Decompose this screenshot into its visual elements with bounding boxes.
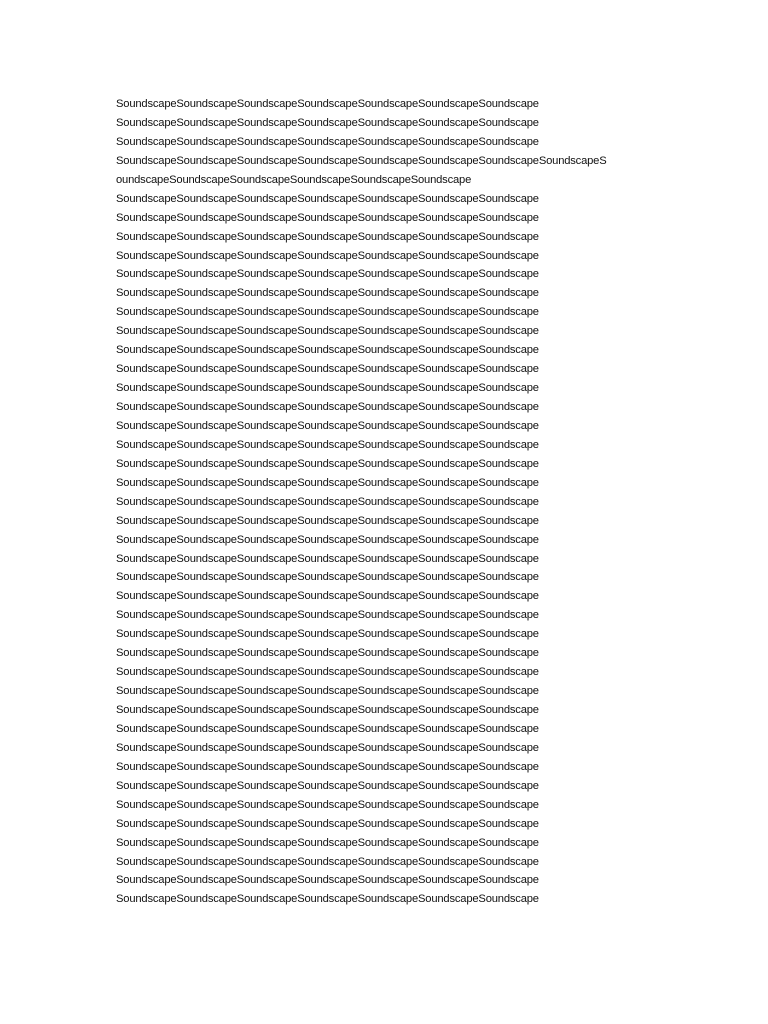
- text-line: SoundscapeSoundscapeSoundscapeSoundscapeSoundscapeSoundscapeSoundscape: [116, 116, 539, 129]
- text-line: oundscapeSoundscapeSoundscapeSoundscapeSoundscapeSoundscape: [116, 173, 472, 186]
- text-line: SoundscapeSoundscapeSoundscapeSoundscapeSoundscapeSoundscapeSoundscape: [116, 741, 539, 754]
- text-line: SoundscapeSoundscapeSoundscapeSoundscapeSoundscapeSoundscapeSoundscape: [116, 249, 539, 262]
- text-line: SoundscapeSoundscapeSoundscapeSoundscapeSoundscapeSoundscapeSoundscape: [116, 325, 539, 338]
- text-line: SoundscapeSoundscapeSoundscapeSoundscapeSoundscapeSoundscapeSoundscape: [116, 419, 539, 432]
- text-line: SoundscapeSoundscapeSoundscapeSoundscapeSoundscapeSoundscapeSoundscape: [116, 704, 539, 716]
- text-line: SoundscapeSoundscapeSoundscapeSoundscapeSoundscapeSoundscapeSoundscape: [116, 779, 539, 792]
- text-line: SoundscapeSoundscapeSoundscapeSoundscapeSoundscapeSoundscapeSoundscape: [116, 306, 539, 319]
- text-line: SoundscapeSoundscapeSoundscapeSoundscapeSoundscapeSoundscapeSoundscape: [116, 268, 539, 281]
- text-line: SoundscapeSoundscapeSoundscapeSoundscapeSoundscapeSoundscapeSoundscape: [116, 836, 539, 849]
- text-line: SoundscapeSoundscapeSoundscapeSoundscapeSoundscapeSoundscapeSoundscape: [116, 571, 539, 584]
- text-line: SoundscapeSoundscapeSoundscapeSoundscapeSoundscapeSoundscapeSoundscape: [116, 817, 539, 830]
- text-line: SoundscapeSoundscapeSoundscapeSoundscapeSoundscapeSoundscapeSoundscape: [116, 760, 539, 773]
- text-line: SoundscapeSoundscapeSoundscapeSoundscapeSoundscapeSoundscapeSoundscape: [116, 457, 539, 470]
- text-line: SoundscapeSoundscapeSoundscapeSoundscapeSoundscapeSoundscapeSoundscape: [116, 609, 539, 622]
- text-line: SoundscapeSoundscapeSoundscapeSoundscapeSoundscapeSoundscapeSoundscape: [116, 590, 539, 603]
- text-line: SoundscapeSoundscapeSoundscapeSoundscapeSoundscapeSoundscapeSoundscape: [116, 893, 539, 906]
- text-line: SoundscapeSoundscapeSoundscapeSoundscapeSoundscapeSoundscapeSoundscape: [116, 874, 539, 887]
- text-line: SoundscapeSoundscapeSoundscapeSoundscapeSoundscapeSoundscapeSoundscape: [116, 798, 539, 811]
- text-line: SoundscapeSoundscapeSoundscapeSoundscapeSoundscapeSoundscapeSoundscape: [116, 287, 539, 300]
- body-text: [116, 95, 676, 909]
- text-line: SoundscapeSoundscapeSoundscapeSoundscapeSoundscapeSoundscapeSoundscape: [116, 552, 539, 565]
- text-line: SoundscapeSoundscapeSoundscapeSoundscapeSoundscapeSoundscapeSoundscape: [116, 230, 539, 243]
- text-line: SoundscapeSoundscapeSoundscapeSoundscapeSoundscapeSoundscapeSoundscapeSoundscapeS: [116, 154, 607, 167]
- text-line: SoundscapeSoundscapeSoundscapeSoundscapeSoundscapeSoundscapeSoundscape: [116, 685, 539, 698]
- text-line: SoundscapeSoundscapeSoundscapeSoundscapeSoundscapeSoundscapeSoundscape: [116, 476, 539, 489]
- text-line: SoundscapeSoundscapeSoundscapeSoundscapeSoundscapeSoundscapeSoundscape: [116, 855, 539, 868]
- text-line: SoundscapeSoundscapeSoundscapeSoundscapeSoundscapeSoundscapeSoundscape: [116, 666, 539, 679]
- text-line: SoundscapeSoundscapeSoundscapeSoundscapeSoundscapeSoundscapeSoundscape: [116, 438, 539, 451]
- text-line: SoundscapeSoundscapeSoundscapeSoundscapeSoundscapeSoundscapeSoundscape: [116, 135, 539, 148]
- text-line: SoundscapeSoundscapeSoundscapeSoundscapeSoundscapeSoundscapeSoundscape: [116, 98, 539, 110]
- text-line: SoundscapeSoundscapeSoundscapeSoundscapeSoundscapeSoundscapeSoundscape: [116, 514, 539, 527]
- text-line: SoundscapeSoundscapeSoundscapeSoundscapeSoundscapeSoundscapeSoundscape: [116, 211, 539, 224]
- text-line: SoundscapeSoundscapeSoundscapeSoundscapeSoundscapeSoundscapeSoundscape: [116, 363, 539, 376]
- text-line: SoundscapeSoundscapeSoundscapeSoundscapeSoundscapeSoundscapeSoundscape: [116, 628, 539, 641]
- text-line: SoundscapeSoundscapeSoundscapeSoundscapeSoundscapeSoundscapeSoundscape: [116, 192, 539, 205]
- text-line: SoundscapeSoundscapeSoundscapeSoundscapeSoundscapeSoundscapeSoundscape: [116, 647, 539, 660]
- text-line: SoundscapeSoundscapeSoundscapeSoundscapeSoundscapeSoundscapeSoundscape: [116, 344, 539, 357]
- text-line: SoundscapeSoundscapeSoundscapeSoundscapeSoundscapeSoundscapeSoundscape: [116, 401, 539, 413]
- text-line: SoundscapeSoundscapeSoundscapeSoundscapeSoundscapeSoundscapeSoundscape: [116, 495, 539, 508]
- text-line: SoundscapeSoundscapeSoundscapeSoundscapeSoundscapeSoundscapeSoundscape: [116, 533, 539, 546]
- text-line: SoundscapeSoundscapeSoundscapeSoundscapeSoundscapeSoundscapeSoundscape: [116, 722, 539, 735]
- text-line: SoundscapeSoundscapeSoundscapeSoundscapeSoundscapeSoundscapeSoundscape: [116, 382, 539, 395]
